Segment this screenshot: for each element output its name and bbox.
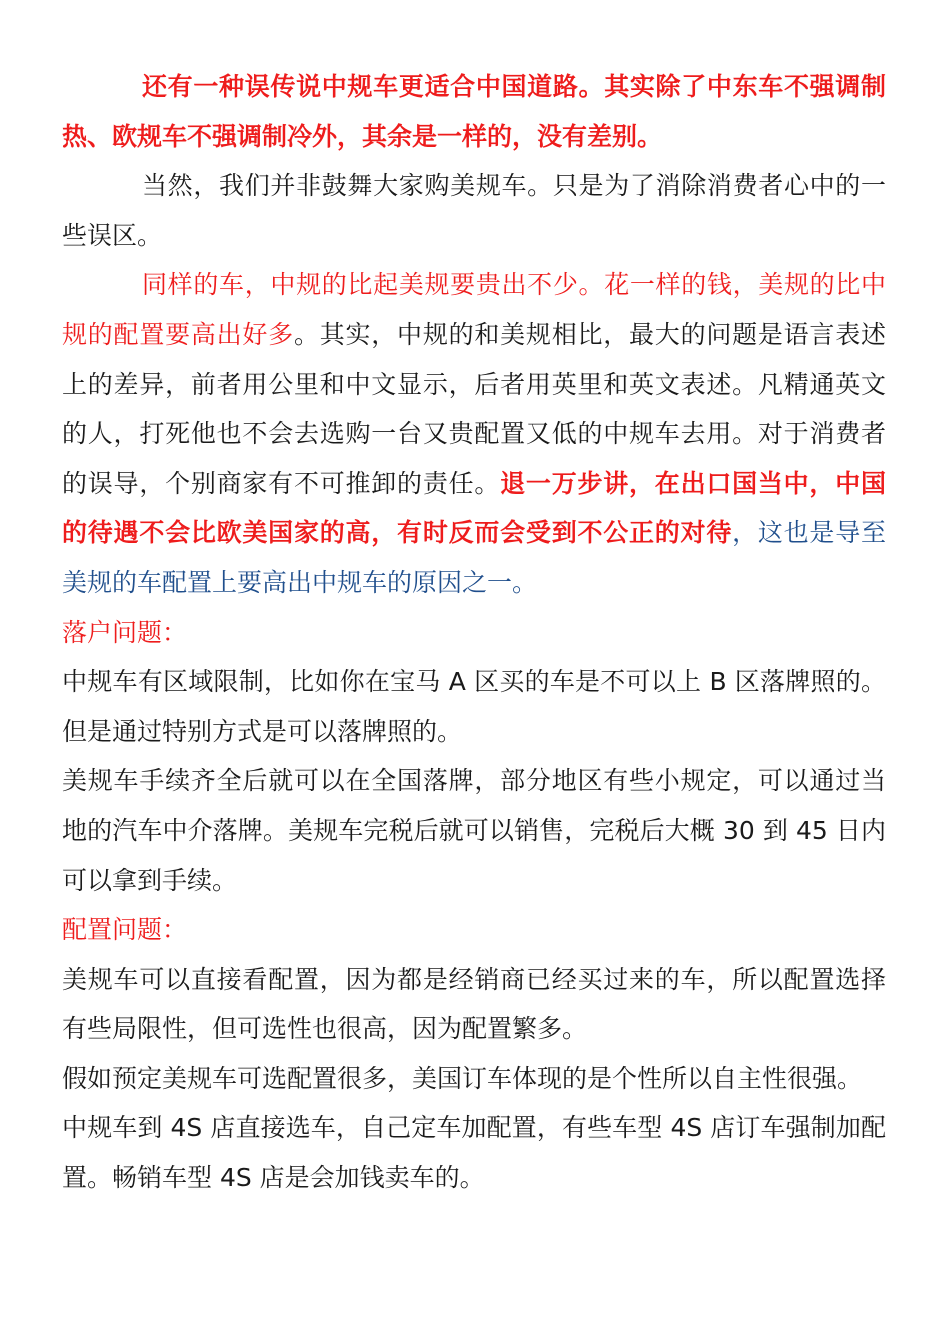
config-reason-text: ，这也是导至美规的车配置上要高出中规车的原因之一。 (62, 518, 886, 597)
configuration-us-spec: 美规车可以直接看配置，因为都是经销商已经买过来的车，所以配置选择有些局限性，但可选性也很高，因为配置繁多。 (62, 964, 886, 1044)
configuration-china-spec: 中规车到 4S 店直接选车，自己定车加配置，有些车型 4S 店订车强制加配置。畅销车型 4S 店是会加钱卖车的。 (62, 1113, 886, 1193)
configuration-us-order: 假如预定美规车可选配置很多，美国订车体现的是个性所以自主性很强。 (62, 1063, 863, 1093)
price-body-text: 。其实，中规的和美规相比，最大的问题是语言表述上的差异，前者用公里和中文显示，后者用英里和英文表述。凡精通英文的人，打死他也不会去选购一台又贵配置又低的中规车去用。对于消费者的误导，个别商家有不可推卸的责任。 (62, 319, 886, 498)
paragraph-price-comparison (62, 260, 886, 607)
registration-china-spec: 中规车有区域限制，比如你在宝马 A 区买的车是不可以上 B 区落牌照的。但是通过特别方式是可以落牌照的。 (62, 667, 886, 746)
heading-registration: 落户问题： (62, 617, 188, 647)
paragraph-misconception: 还有一种误传说中规车更适合中国道路。其实除了中东车不强调制热、欧规车不强调制冷外，其余是一样的，没有差别。 (62, 72, 886, 151)
registration-us-spec: 美规车手续齐全后就可以在全国落牌，部分地区有些小规定，可以通过当地的汽车中介落牌。美规车完税后就可以销售，完税后大概 30 到 45 日内可以拿到手续。 (62, 766, 886, 895)
export-treatment-text: 退一万步讲，在出口国当中，中国的待遇不会比欧美国家的高，有时反而会受到不公正的对待 (62, 468, 886, 548)
paragraph-clarification: 当然，我们并非鼓舞大家购美规车。只是为了消除消费者心中的一些误区。 (62, 171, 886, 250)
price-highlight-text: 同样的车，中规的比起美规要贵出不少。花一样的钱，美规的比中规的配置要高出好多 (62, 270, 886, 349)
heading-configuration: 配置问题： (62, 915, 188, 945)
document-page (62, 62, 886, 1203)
